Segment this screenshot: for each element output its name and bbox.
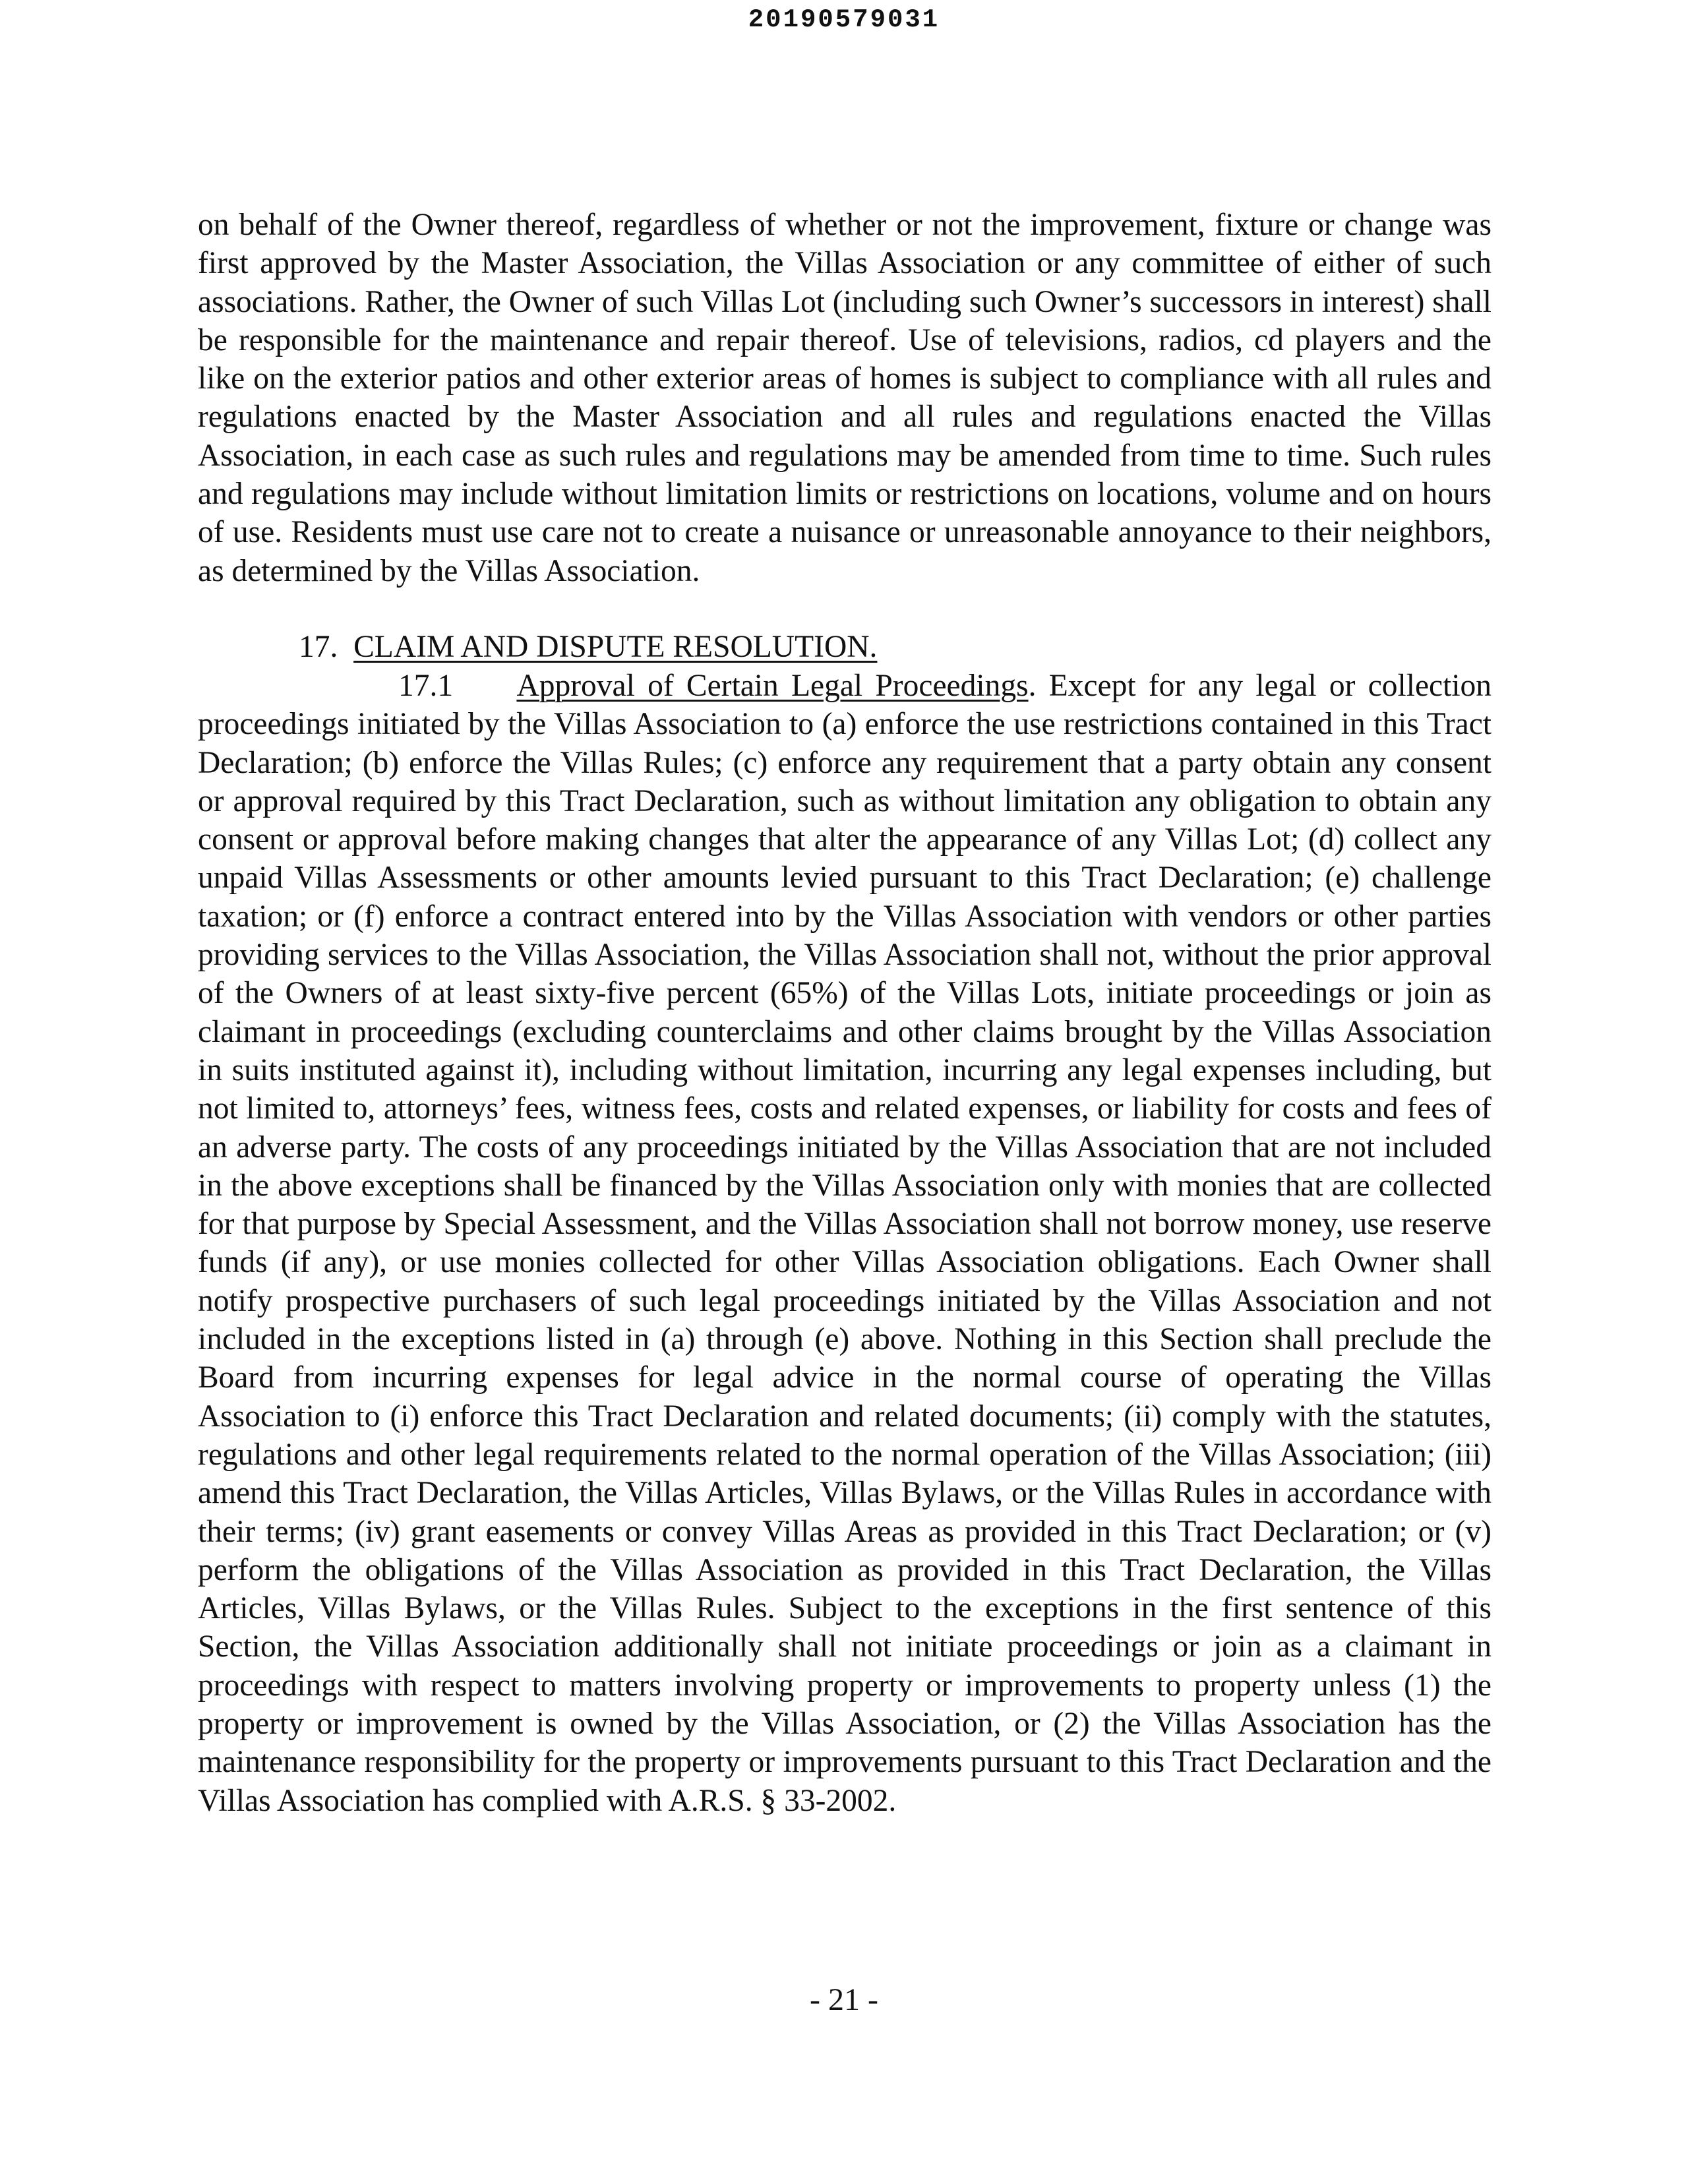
section-17-1-text: Except for any legal or collection proceedings initiated by the Villas Association to (a) enforce the use restrictions contained in this Tract Declaration; (b) enforce the Villas Rules; (c) enforce any requirement that a party obtain any consent or approval required by this Tract Declaration, such as without limitation any obligation to obtain any consent or approval before making changes that alter the appearance of any Villas Lot; (d) collect any unpaid Villas Assessments or other amounts levied pursuant to this Tract Declaration; (e) challenge taxation; or (f) enforce a contract entered into by the Villas Association with vendors or other parties providing services to the Villas Association, the Villas Association shall not, without the prior approval of the Owners of at least sixty-five percent (65%) of the Villas Lots, initiate proceedings or join as claimant in proceedings (excluding counterclaims and other claims brought by the Villas Association in suits instituted against it), including without limitation, incurring any legal expenses including, but not limited to, attorneys’ fees, witness fees, costs and related expenses, or liability for costs and fees of an adverse party. The costs of any proceedings initiated by the Villas Association that are not included in the above exceptions shall be financed by the Villas Association only with monies that are collected for that purpose by Special Assessment, and the Villas Association shall not borrow money, use reserve funds (if any), or use monies collected for other Villas Association obligations. Each Owner shall notify prospective purchasers of such legal proceedings initiated by the Villas Association and not included in the exceptions listed in (a) through (e) above. Nothing in this Section shall preclude the Board from incurring expenses for legal advice in the normal course of operating the Villas Association to (i) enforce this Tract Declaration and related documents; (ii) comply with the statutes, regulations and other legal requirements related to the normal operation of the Villas Association; (iii) amend this Tract Declaration, the Villas Articles, Villas Bylaws, or the Villas Rules in accordance with their terms; (iv) grant easements or convey Villas Areas as provided in this Tract Declaration; or (v) perform the obligations of the Villas Association as provided in this Tract Declaration, the Villas Articles, Villas Bylaws, or the Villas Rules. Subject to the exceptions in the first sentence of this Section, the Villas Association additionally shall not initiate proceedings or join as a claimant in proceedings with respect to matters involving property or improvements to property unless (1) the property or improvement is owned by the Villas Association, or (2) the Villas Association has the maintenance responsibility for the property or improvements pursuant to this Tract Declaration and the Villas Association has complied with A.R.S. § 33-2002. xyxy=(198,669,1492,1818)
section-17-number: 17. xyxy=(299,630,338,664)
section-17-1-title: Approval of Certain Legal Proceedings xyxy=(516,669,1029,703)
page-number: - 21 - xyxy=(810,1982,878,2017)
section-17-1-title-punct: . xyxy=(1028,669,1037,703)
section-17-1-number: 17.1 xyxy=(398,669,454,703)
section-17-title: CLAIM AND DISPUTE RESOLUTION. xyxy=(353,630,878,664)
paragraph-continuation: on behalf of the Owner thereof, regardless of whether or not the improvement, fixture or change was first approved by the Master Association, the Villas Association or any committee of either of such associations. Rather, the Owner of such Villas Lot (including such Owner’s successors in interest) shall be responsible for the maintenance and repair thereof. Use of televisions, radios, cd players and the like on the exterior patios and other exterior areas of homes is subject to compliance with all rules and regulations enacted by the Master Association and all rules and regulations enacted the Villas Association, in each case as such rules and regulations may be amended from time to time. Such rules and regulations may include without limitation limits or restrictions on locations, volume and on hours of use. Residents must use care not to create a nuisance or unreasonable annoyance to their neighbors, as determined by the Villas Association. xyxy=(198,208,1492,588)
document-number: 20190579031 xyxy=(748,5,940,34)
section-17-1-paragraph xyxy=(198,667,1492,1820)
section-17-heading xyxy=(299,628,877,666)
